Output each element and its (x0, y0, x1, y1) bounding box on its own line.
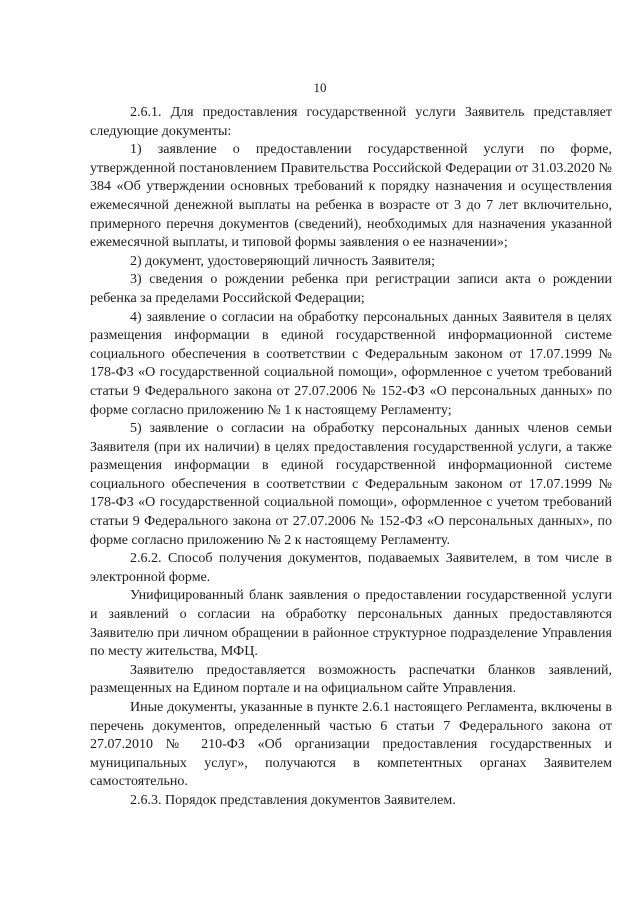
paragraph-2-6-1: 2.6.1. Для предоставления государственной услуги Заявитель представляет следующие документы: (90, 105, 612, 139)
paragraph-print-forms: Заявителю предоставляется возможность распечатки бланков заявлений, размещенных на Едином портале и на официальном сайте Управления. (90, 662, 612, 697)
paragraph-2-6-3: 2.6.3. Порядок представления документов Заявителем. (130, 792, 456, 808)
paragraph-other-documents: Иные документы, указанные в пункте 2.6.1 настоящего Регламента, включены в перечень документов, определенный частью 6 статьи 7 Федерального закона от 27.07.2010 № 210-ФЗ «Об организации предоставления государственных и муниципальных услуг», получаются в компетентных органах Заявителем самостоятельно. (90, 700, 612, 790)
paragraph-2-6-2: 2.6.2. Способ получения документов, подаваемых Заявителем, в том числе в электронной форме. (90, 551, 612, 585)
list-item-2-identity-document: 2) документ, удостоверяющий личность Заявителя; (130, 253, 435, 269)
list-item-3-birth-info: 3) сведения о рождении ребенка при регистрации записи акта о рождении ребенка за пределами Российской Федерации; (90, 272, 612, 306)
page-number: 10 (313, 80, 327, 95)
list-item-4-consent-applicant: 4) заявление о согласии на обработку персональных данных Заявителя в целях размещения информации в единой государственной информационной системе социального обеспечения в соответствии с Федеральным законом от 17.07.1999 № 178-ФЗ «О государственной социальной помощи», оформленное с учетом требований статьи 9 Федерального закона от 27.07.2006 № 152-ФЗ «О персональных данных» по форме согласно приложению № 1 к настоящему Регламенту; (90, 309, 612, 418)
document-body (90, 104, 612, 811)
list-item-1-application: 1) заявление о предоставлении государственной услуги по форме, утвержденной постановлением Правительства Российской Федерации от 31.03.2020 № 384 «Об утверждении основных требований к порядку назначения и осуществления ежемесячной денежной выплаты на ребенка в возрасте от 3 до 7 лет включительно, примерного перечня документов (сведений), необходимых для назначения указанной ежемесячной выплаты, и типовой формы заявления о ее назначении»; (90, 142, 612, 251)
paragraph-unified-form: Унифицированный бланк заявления о предоставлении государственной услуги и заявлений о согласии на обработку персональных данных предоставляются Заявителю при личном обращении в районное структурное подразделение Управления по месту жительства, МФЦ. (90, 588, 612, 660)
list-item-5-consent-family: 5) заявление о согласии на обработку персональных данных членов семьи Заявителя (при их наличии) в целях предоставления государственной услуги, а также размещения информации в единой государственной информационной системе социального обеспечения в соответствии с Федеральным законом от 17.07.1999 № 178-ФЗ «О государственной социальной помощи», оформленное с учетом требований статьи 9 Федерального закона от 27.07.2006 № 152-ФЗ «О персональных данных», по форме согласно приложению № 2 к настоящему Регламенту. (90, 421, 612, 548)
